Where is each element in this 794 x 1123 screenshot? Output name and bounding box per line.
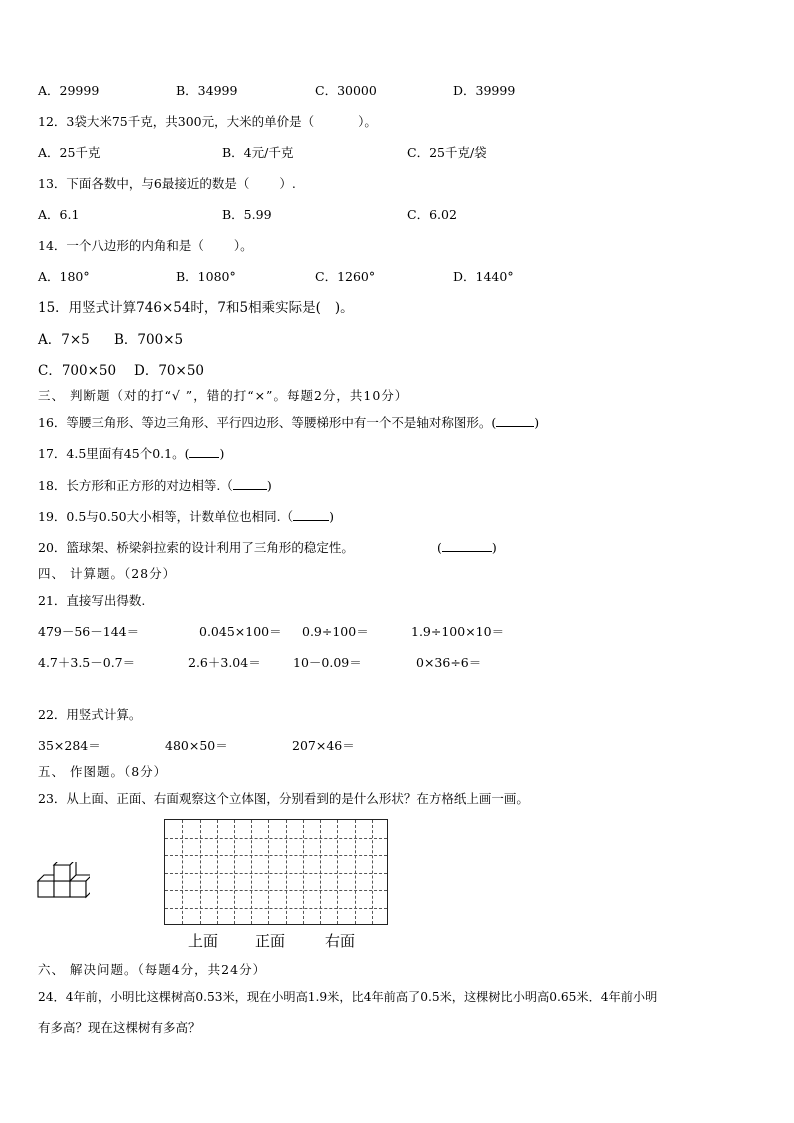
- q20-open: (: [437, 540, 442, 555]
- q14-option-c: C．1260°: [315, 269, 376, 284]
- q12-option-c: C．25千克/袋: [407, 145, 487, 160]
- q15-option-a: A．7×5: [38, 332, 90, 348]
- q23-question: 23．从上面、正面、右面观察这个立体图，分别看到的是什么形状？在方格纸上画一画。: [38, 791, 529, 806]
- q22-item-3: 207×46＝: [292, 738, 355, 753]
- q22-item-1: 35×284＝: [38, 738, 101, 753]
- q13-option-c: C．6.02: [407, 207, 457, 222]
- q12-option-b: B．4元/千克: [222, 145, 294, 160]
- q15-question: [38, 300, 354, 316]
- q15-option-c: C．700×50: [38, 363, 117, 379]
- q19-text: 19．0.5与0.50大小相等，计数单位也相同.（: [38, 509, 294, 524]
- q16-answer-blank[interactable]: [496, 416, 534, 427]
- q21-r2-c2: 2.6＋3.04＝: [188, 655, 261, 670]
- q19-close: ): [329, 509, 334, 524]
- q11-option-d: D．39999: [453, 83, 516, 98]
- q16-close: ): [534, 415, 540, 430]
- q18-answer-blank[interactable]: [233, 479, 267, 490]
- q12-stem: 12．3袋大米75千克，共300元，大米的单价是（: [38, 114, 315, 129]
- q20-answer-blank[interactable]: [442, 541, 492, 552]
- q21-title: 21．直接写出得数.: [38, 593, 146, 608]
- q15-tail: )。: [334, 300, 354, 316]
- q11-option-c: C．30000: [315, 83, 377, 98]
- q11-option-b: B．34999: [176, 83, 238, 98]
- q21-r2-c3: 10－0.09＝: [293, 655, 362, 670]
- q20-question: 20．篮球架、桥梁斜拉索的设计利用了三角形的稳定性。: [38, 540, 354, 555]
- section-6-heading: 六、 解决问题。（每题4分，共24分）: [38, 962, 267, 977]
- q18-question: [38, 478, 272, 494]
- q14-option-a: A．180°: [38, 269, 90, 284]
- q21-r1-c3: 0.9÷100＝: [302, 624, 369, 639]
- q17-answer-blank[interactable]: [189, 447, 219, 458]
- q20-close: ): [491, 540, 497, 555]
- q21-r1-c1: 479－56－144＝: [38, 624, 140, 639]
- q14-stem: 14．一个八边形的内角和是（: [38, 238, 204, 253]
- q17-text: 17．4.5里面有45个0.1。(: [38, 446, 190, 461]
- q22-item-2: 480×50＝: [165, 738, 228, 753]
- q13-stem: 13．下面各数中，与6最接近的数是（: [38, 176, 250, 191]
- q21-r2-c4: 0×36÷6＝: [416, 655, 482, 670]
- q13-option-b: B．5.99: [222, 207, 272, 222]
- cube-figure-icon: [36, 862, 90, 902]
- grid-label-top: 上面: [188, 932, 219, 950]
- grid-label-front: 正面: [255, 932, 286, 950]
- q16-question: [38, 415, 539, 431]
- q21-r2-c1: 4.7＋3.5－0.7＝: [38, 655, 136, 670]
- q13-option-a: A．6.1: [38, 207, 80, 222]
- q12-option-a: A．25千克: [38, 145, 101, 160]
- q12-tail: ）。: [358, 114, 377, 129]
- q16-text: 16．等腰三角形、等边三角形、平行四边形、等腰梯形中有一个不是轴对称图形。(: [38, 415, 497, 430]
- q15-option-b: B．700×5: [114, 332, 184, 348]
- q18-text: 18．长方形和正方形的对边相等.（: [38, 478, 233, 493]
- q17-question: [38, 446, 224, 462]
- q13-question: [38, 176, 296, 192]
- q14-option-b: B．1080°: [176, 269, 236, 284]
- drawing-grid[interactable]: [164, 819, 388, 925]
- section-4-heading: 四、 计算题。（28分）: [38, 566, 177, 581]
- q21-r1-c2: 0.045×100＝: [199, 624, 282, 639]
- q18-close: ): [266, 478, 272, 493]
- q24-line-2: 有多高？现在这棵树有多高？: [38, 1020, 201, 1035]
- q15-stem: 15．用竖式计算746×54时，7和5相乘实际是(: [38, 300, 321, 316]
- section-3-heading: 三、 判断题（对的打“√ ”，错的打“×”。每题2分，共10分）: [38, 388, 409, 403]
- grid-label-right: 右面: [325, 932, 356, 950]
- q20-answer: [437, 540, 497, 556]
- q17-close: ): [219, 446, 225, 461]
- q21-r1-c4: 1.9÷100×10＝: [411, 624, 505, 639]
- section-5-heading: 五、 作图题。（8分）: [38, 764, 168, 779]
- q12-question: [38, 114, 377, 130]
- q19-answer-blank[interactable]: [293, 510, 329, 521]
- q14-question: [38, 238, 253, 254]
- q14-tail: ）。: [233, 238, 253, 253]
- q14-option-d: D．1440°: [453, 269, 514, 284]
- q24-line-1: 24．4年前，小明比这棵树高0.53米，现在小明高1.9米，比4年前高了0.5米，这棵树比小明高0.65米．4年前小明: [38, 990, 658, 1004]
- q22-title: 22．用竖式计算。: [38, 707, 142, 722]
- q15-option-d: D．70×50: [134, 363, 204, 379]
- q11-option-a: A．29999: [38, 83, 100, 98]
- q19-question: [38, 509, 334, 525]
- q13-tail: ）.: [279, 176, 296, 191]
